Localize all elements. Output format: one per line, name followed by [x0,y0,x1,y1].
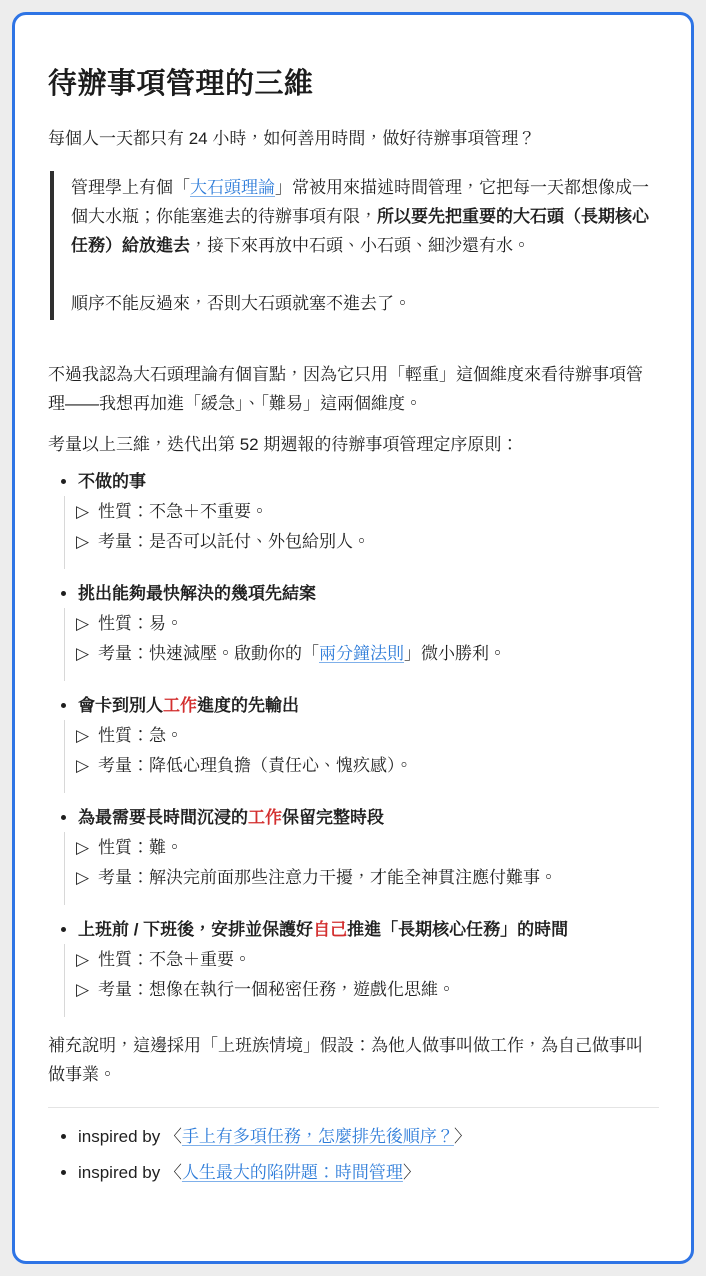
principle-title-text: 推進「長期核心任務」的時間 [347,920,569,939]
quote-text-mid: 」常被用來描述時間管理，它把每一天都想像成一個大水瓶；你能塞進去的待辦事項有限， [71,178,649,226]
triangle-marker-icon: ▷ [76,502,90,521]
quote-text-post: ，接下來再放中石頭、小石頭、細沙還有水。 [190,236,530,255]
consideration-sub-item [76,751,659,781]
principle-title-text: 挑出能夠最快解決的幾項先結案 [78,584,316,603]
principle-title-text: 上班前 / 下班後，安排並保護好 [78,920,314,939]
principle-item-3 [78,691,659,793]
principle-title-highlight: 工作 [163,696,197,715]
blindspot-paragraph: 不過我認為大石頭理論有個盲點，因為它只用「輕重」這個維度來看待辦事項管理——我想再加進「緩急」、「難易」這兩個維度。 [48,365,643,413]
principle-title [78,467,659,496]
triangle-marker-icon: ▷ [76,868,90,887]
page-title: 待辦事項管理的三維 [48,68,314,100]
principle-title-text: 保留完整時段 [282,808,384,827]
quote-paragraph-1 [71,173,651,260]
triangle-marker-icon: ▷ [76,838,90,857]
inspired-item-2 [78,1158,659,1187]
inspired-suffix: 〉 [402,1163,420,1182]
inspired-link-1[interactable]: 手上有多項任務，怎麼排先後順序？ [181,1127,454,1146]
nature-text: 性質：易。 [98,614,183,633]
inspired-item-1 [78,1122,659,1151]
nature-sub-item [76,497,659,527]
principle-title [78,691,659,720]
principle-title-text: 不做的事 [78,472,146,491]
nature-sub-item [76,945,659,975]
nature-text: 性質：不急＋不重要。 [98,502,268,521]
principles-list [62,467,659,1017]
lead-in-paragraph: 考量以上三維，迭代出第 52 期週報的待辦事項管理定序原則： [48,435,519,454]
nature-sub-item [76,833,659,863]
inspired-link-2[interactable]: 人生最大的陷阱題：時間管理 [181,1163,403,1182]
principle-title-text: 為最需要長時間沉浸的 [78,808,248,827]
two-minute-rule-link[interactable]: 兩分鐘法則 [319,644,404,663]
consideration-text [98,639,506,669]
triangle-marker-icon: ▷ [76,644,90,663]
nature-text: 性質：不急＋重要。 [98,950,251,969]
consideration-sub-item [76,639,659,669]
consideration-text-post: 」微小勝利。 [404,644,506,663]
quote-text-pre: 管理學上有個「 [71,178,190,197]
big-rock-theory-link[interactable]: 大石頭理論 [190,178,275,197]
quote-bold-text: 所以要先把重要的大石頭（長期核心任務）給放進去 [71,207,649,255]
consideration-text: 考量：解決完前面那些注意力干擾，才能全神貫注應付難事。 [98,868,557,887]
big-rock-quote [50,171,659,320]
principle-item-4 [78,803,659,905]
nature-sub-item [76,721,659,751]
triangle-marker-icon: ▷ [76,980,90,999]
intro-paragraph: 每個人一天都只有 24 小時，如何善用時間，做好待辦事項管理？ [48,129,536,148]
principle-title-highlight: 工作 [248,808,282,827]
quote-paragraph-2: 順序不能反過來，否則大石頭就塞不進去了。 [71,294,411,313]
principle-title [78,915,659,944]
principle-item-5 [78,915,659,1017]
consideration-text-pre: 考量：快速減壓。啟動你的「 [98,644,319,663]
principle-sublist [64,496,659,569]
triangle-marker-icon: ▷ [76,614,90,633]
triangle-marker-icon: ▷ [76,756,90,775]
article-card [12,12,694,1264]
principle-item-1 [78,467,659,569]
principle-title-text: 進度的先輸出 [197,696,299,715]
note-paragraph: 補充說明，這邊採用「上班族情境」假設：為他人做事叫做工作，為自己做事叫做事業。 [48,1036,643,1084]
principle-sublist [64,832,659,905]
divider [48,1107,659,1108]
triangle-marker-icon: ▷ [76,726,90,745]
inspired-suffix: 〉 [453,1127,471,1146]
nature-sub-item [76,609,659,639]
nature-text: 性質：急。 [98,726,183,745]
inspired-prefix: inspired by 〈 [78,1127,182,1146]
principle-title [78,803,659,832]
consideration-text: 考量：降低心理負擔（責任心、愧疚感）。 [98,756,413,775]
inspired-prefix: inspired by 〈 [78,1163,182,1182]
triangle-marker-icon: ▷ [76,950,90,969]
principle-sublist [64,720,659,793]
principle-title-text: 會卡到別人 [78,696,163,715]
principle-item-2 [78,579,659,681]
nature-text: 性質：難。 [98,838,183,857]
consideration-sub-item [76,975,659,1005]
consideration-sub-item [76,527,659,557]
principle-title-highlight: 自己 [313,920,348,939]
principle-sublist [64,608,659,681]
principle-sublist [64,944,659,1017]
inspired-list [62,1122,659,1187]
consideration-text: 考量：是否可以託付、外包給別人。 [98,532,370,551]
principle-title [78,579,659,608]
triangle-marker-icon: ▷ [76,532,90,551]
consideration-text: 考量：想像在執行一個秘密任務，遊戲化思維。 [98,980,455,999]
consideration-sub-item [76,863,659,893]
